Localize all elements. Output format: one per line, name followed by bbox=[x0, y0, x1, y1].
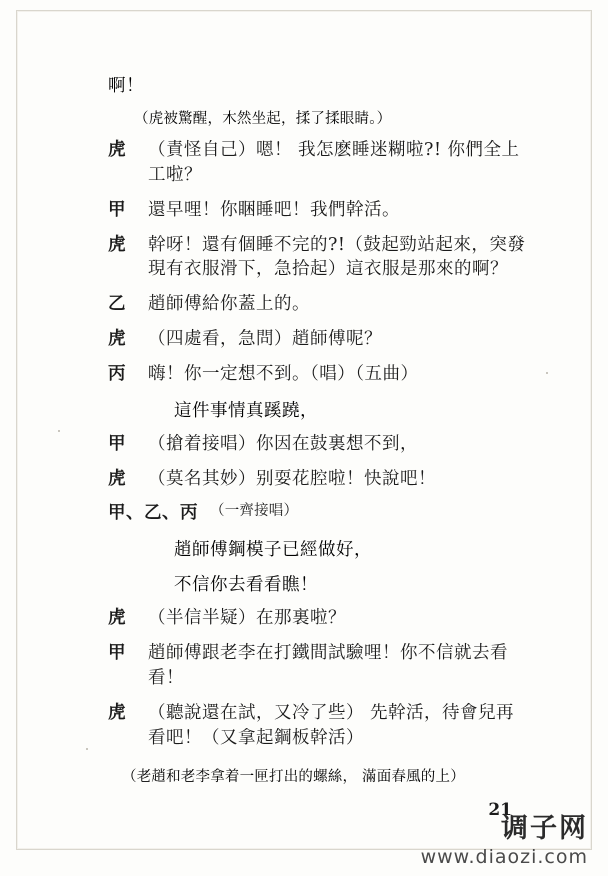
script-body bbox=[108, 72, 528, 786]
speaker-text: （搶着接唱）你因在鼓裏想不到， bbox=[148, 433, 418, 454]
speaker-label: 虎 bbox=[108, 329, 126, 350]
speaker-text: 趙師傅跟老李在打鐵間試驗哩！你不信就去看看！ bbox=[148, 643, 508, 688]
speaker-label: 虎 bbox=[108, 140, 126, 160]
script-line bbox=[108, 233, 528, 283]
speaker-label: 丙 bbox=[108, 363, 126, 384]
paper-speck bbox=[546, 372, 548, 374]
speaker-text: （半信半疑）在那裏啦？ bbox=[148, 608, 346, 629]
speaker-text: （責怪自己）嗯！ 我怎麽睡迷糊啦?! 你們全上工啦？ bbox=[148, 140, 520, 185]
script-line bbox=[108, 701, 528, 751]
script-line bbox=[108, 432, 528, 457]
speaker-text: 還早哩！你睏睡吧！我們幹活。 bbox=[148, 199, 400, 220]
speaker-label: 虎 bbox=[108, 702, 126, 723]
script-line bbox=[108, 138, 528, 188]
script-line: 啊！ bbox=[108, 76, 144, 96]
speaker-label: 虎 bbox=[108, 234, 126, 255]
speaker-label: 虎 bbox=[108, 468, 126, 489]
speaker-label: 甲 bbox=[108, 199, 126, 220]
sung-line: 不信你去看看瞧！ bbox=[174, 575, 318, 596]
speaker-text: （莫名其妙）别耍花腔啦！快說吧！ bbox=[148, 468, 436, 489]
stage-direction: （老趙和老李拿着一匣打出的螺絲， 滿面春風的上） bbox=[122, 768, 465, 785]
speaker-text: 幹呀！還有個睡不完的?!（鼓起勁站起來，突發現有衣服滑下，急拾起）這衣服是那來的啊？ bbox=[148, 234, 526, 280]
speaker-text: 嗨！你一定想不到。（唱）（五曲） bbox=[148, 363, 419, 384]
speaker-label: 甲、乙、丙 bbox=[108, 503, 198, 524]
speaker-label: 甲 bbox=[108, 433, 126, 454]
watermark bbox=[421, 814, 588, 868]
script-line bbox=[108, 641, 528, 691]
script-line bbox=[108, 606, 528, 631]
paper-speck bbox=[86, 748, 88, 750]
speaker-text: （四處看，急問）趙師傅呢？ bbox=[148, 329, 382, 350]
page-number: 21 bbox=[488, 800, 512, 820]
script-line bbox=[108, 362, 528, 387]
paper-speck bbox=[58, 430, 60, 432]
speaker-text: （一齊接唱） bbox=[210, 503, 299, 520]
watermark-name: 调子网 bbox=[501, 813, 588, 845]
sung-line: 這件事情真蹊蹺， bbox=[174, 400, 318, 421]
stage-direction: （虎被驚醒，木然坐起，揉了揉眼睛。） bbox=[134, 111, 392, 127]
speaker-text: 趙師傅給你蓋上的。 bbox=[148, 294, 310, 315]
speaker-label: 乙 bbox=[108, 294, 126, 315]
script-line bbox=[108, 467, 528, 492]
sung-line: 趙師傅鋼模子已經做好， bbox=[174, 540, 372, 561]
script-line bbox=[108, 327, 528, 352]
speaker-text: （聽說還在試，又冷了些） 先幹活，待會兒再看吧！（又拿起鋼板幹活） bbox=[148, 702, 515, 748]
speaker-label: 虎 bbox=[108, 608, 126, 629]
speaker-label: 甲 bbox=[108, 643, 126, 664]
script-line bbox=[108, 501, 528, 526]
watermark-url: www.diaozi.com bbox=[420, 846, 588, 868]
script-line bbox=[108, 198, 528, 223]
script-line bbox=[108, 292, 528, 317]
